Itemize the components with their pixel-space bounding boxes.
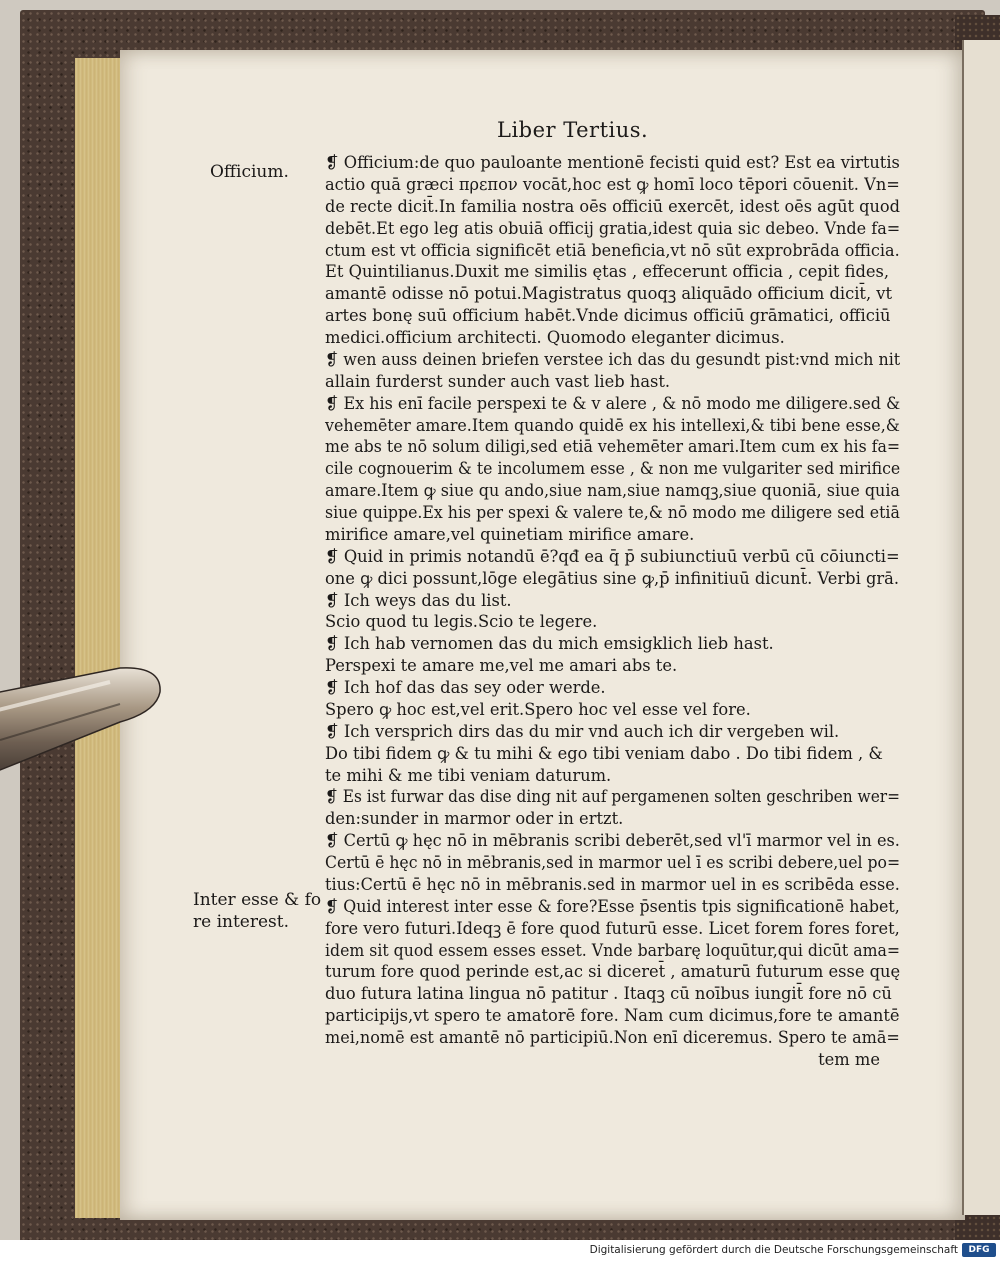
text-line: vehemēter amare.Item quando quidē ex his intellexi,& tibi bene esse,& bbox=[325, 415, 900, 435]
text-line: ❡ Ich hab vernomen das du mich emsigklich lieb hast. bbox=[325, 634, 774, 654]
text-line: te mihi & me tibi veniam daturum. bbox=[325, 765, 612, 785]
margin-note-line: Inter esse & fo bbox=[193, 890, 322, 910]
text-line: ctum est vt officia significēt etiā beneficia,vt nō sūt exprobrāda officia. bbox=[325, 240, 900, 260]
text-line: mirifice amare,vel quinetiam mirifice amare. bbox=[325, 524, 695, 544]
digitization-credit: Digitalisierung gefördert durch die Deutsche Forschungsgemeinschaft bbox=[589, 1244, 958, 1256]
text-line: ❡ wen auss deinen briefen verstee ich das du gesundt pist:vnd mich nit bbox=[325, 349, 901, 369]
text-line: Et Quintilianus.Duxit me similis ętas , effecerunt officia , cepit fides, bbox=[325, 262, 890, 282]
text-line: turum fore quod perinde est,ac si diceret̄ , amaturū futurum esse quę bbox=[325, 962, 901, 982]
margin-note-inter-esse bbox=[193, 890, 321, 934]
text-line: Spero ꝙ hoc est,vel erit.Spero hoc vel esse vel fore. bbox=[325, 699, 751, 719]
text-line: ❡ Ich versprich dirs das du mir vnd auch ich dir vergeben wil. bbox=[325, 721, 840, 741]
text-line: ❡ Quid interest inter esse & fore?Esse p̄sentis tpis significationē habet, bbox=[325, 896, 900, 916]
text-line: ❡ Officium:de quo pauloante mentionē fecisti quid est? Est ea virtutis bbox=[325, 153, 900, 172]
text-line: mei,nomē est amantē nō participiū.Non enī diceremus. Spero te amā= bbox=[325, 1028, 900, 1047]
text-line: artes bonę suū officium habēt.Vnde dicimus officiū grāmatici, officiū bbox=[325, 306, 891, 326]
margin-note-officium bbox=[210, 162, 289, 184]
text-line: me abs te nō solum diligi,sed etiā vehemēter amari.Item cum ex his fa= bbox=[325, 437, 901, 457]
text-line: ❡ Ex his enī facile perspexi te & v alere , & nō modo me diligere.sed & bbox=[325, 393, 901, 413]
text-line: tem me bbox=[818, 1049, 880, 1069]
text-line: Do tibi fidem ꝙ & tu mihi & ego tibi veniam dabo . Do tibi fidem , & bbox=[325, 743, 883, 763]
margin-note-line: re interest. bbox=[193, 911, 290, 932]
text-line: amantē odisse nō potui.Magistratus quoqꝫ aliquādo officium dicit̄, vt bbox=[325, 284, 893, 304]
text-line: ❡ Certū ꝙ hęc nō in mēbranis scribi deberēt,sed vl'ī marmor vel in es. bbox=[325, 831, 900, 851]
text-line: allain furderst sunder auch vast lieb hast. bbox=[325, 371, 671, 391]
text-line: Perspexi te amare me,vel me amari abs te. bbox=[325, 656, 678, 676]
text-line: idem sit quod essem esses esset. Vnde barbarę loquūtur,qui dicūt ama= bbox=[325, 940, 901, 960]
facing-page bbox=[962, 40, 1000, 1215]
text-line: ❡ Es ist furwar das dise ding nit auf pergamenen solten geschriben wer= bbox=[325, 787, 901, 807]
text-line: participijs,vt spero te amatorē fore. Nam cum dicimus,fore te amantē bbox=[325, 1006, 900, 1026]
text-line: fore vero futuri.Ideqꝫ ē fore quod futurū esse. Licet forem fores foret, bbox=[325, 918, 900, 938]
main-text-block bbox=[325, 152, 925, 1071]
text-line: amare.Item ꝙ siue qu ando,siue nam,siue namqꝫ,siue quoniā, siue quia bbox=[325, 481, 900, 501]
dfg-logo: DFG bbox=[962, 1243, 996, 1257]
text-line: actio quā græci πρεπον vocāt,hoc est ꝙ homī loco tēpori cōuenit. Vn= bbox=[325, 174, 900, 194]
page-header: Liber Tertius. bbox=[497, 118, 649, 142]
text-line: ❡ Ich hof das das sey oder werde. bbox=[325, 678, 606, 697]
thumb-image bbox=[0, 660, 170, 780]
text-line: medici.officium architecti. Quomodo eleganter dicimus. bbox=[325, 328, 785, 347]
text-line: ❡ Quid in primis notandū ē?qđ ea q̄ p̄ subiunctiuū verbū cū cōiuncti= bbox=[325, 546, 900, 566]
text-line: duo futura latina lingua nō patitur . Itaqꝫ cū noībus iungit̄ fore nō cū bbox=[325, 984, 892, 1004]
text-line: one ꝙ dici possunt,lōge elegātius sine ꝙ,p̄ infinitiuū dicunt̄. Verbi grā. bbox=[325, 568, 900, 588]
text-line: cile cognouerim & te incolumem esse , & non me vulgariter sed mirifice bbox=[325, 459, 901, 479]
text-line: den:sunder in marmor oder in ertzt. bbox=[325, 809, 624, 829]
text-line: debēt.Et ego leg atis obuiā officij gratia,idest quia sic debeo. Vnde fa= bbox=[325, 218, 901, 238]
margin-note-line: Officium. bbox=[210, 162, 289, 182]
text-line: ❡ Ich weys das du list. bbox=[325, 590, 512, 610]
text-line: Scio quod tu legis.Scio te legere. bbox=[325, 612, 598, 632]
text-line: tius:Certū ē hęc nō in mēbranis.sed in marmor uel in es scribēda esse. bbox=[325, 874, 900, 894]
text-line: siue quippe.Ex his per spexi & valere te,& nō modo me diligere sed etiā bbox=[325, 503, 900, 522]
text-line: Certū ē hęc nō in mēbranis,sed in marmor uel ī es scribi debere,uel po= bbox=[325, 853, 901, 872]
text-line: de recte dicit̄.In familia nostra oēs officiū exercēt, idest oēs agūt quod bbox=[325, 196, 900, 216]
